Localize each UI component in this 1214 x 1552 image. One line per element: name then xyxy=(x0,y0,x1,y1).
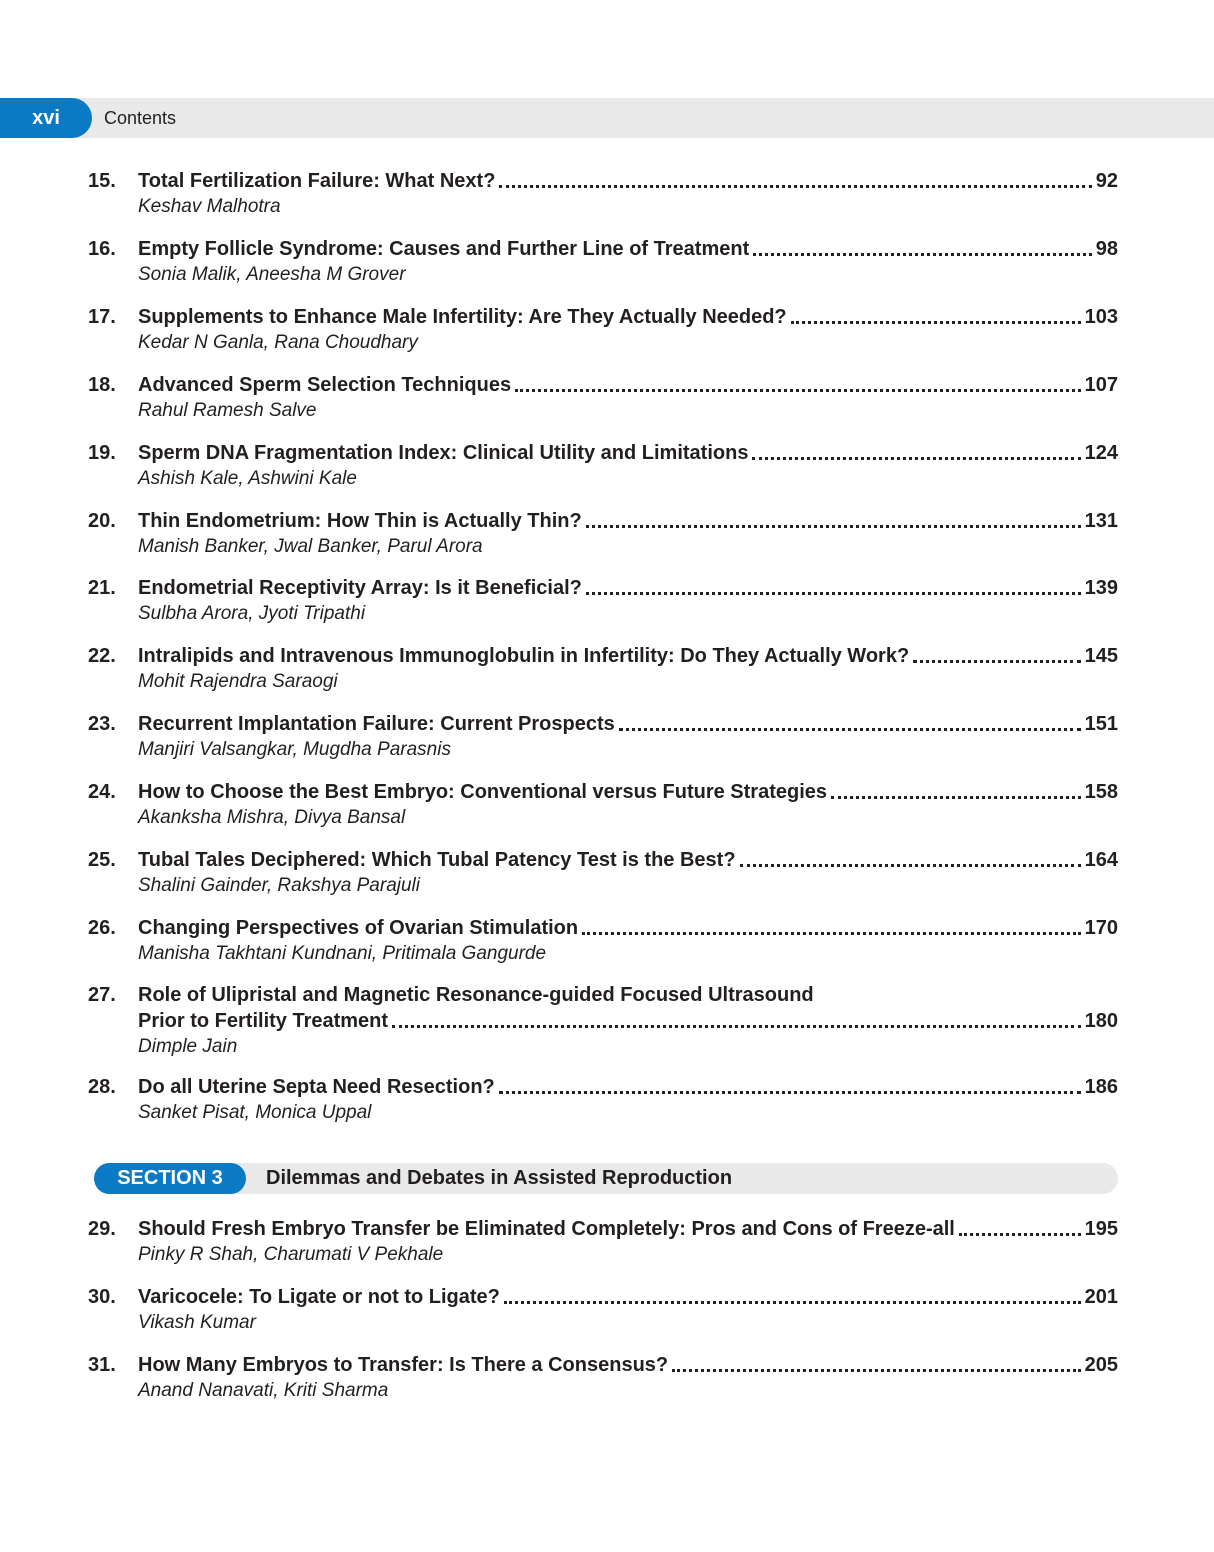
toc-entry[interactable] xyxy=(88,1284,1118,1336)
entry-title: Endometrial Receptivity Array: Is it Beneficial? xyxy=(138,577,582,600)
page-number: xvi xyxy=(0,98,92,138)
toc-entry[interactable] xyxy=(88,915,1118,967)
entry-page-number: 103 xyxy=(1084,305,1118,328)
entry-page-number: 170 xyxy=(1084,916,1118,939)
leader-dots xyxy=(752,455,1080,460)
entry-number: 28. xyxy=(88,1076,116,1098)
entry-title: Supplements to Enhance Male Infertility: Are They Actually Needed? xyxy=(138,305,787,328)
entry-number: 17. xyxy=(88,305,116,328)
entry-number: 26. xyxy=(88,916,116,939)
entry-title: Should Fresh Embryo Transfer be Eliminated Completely: Pros and Cons of Freeze-all xyxy=(138,1218,955,1240)
entry-authors: Mohit Rajendra Saraogi xyxy=(138,671,338,693)
entry-authors: Manish Banker, Jwal Banker, Parul Arora xyxy=(138,535,483,557)
entry-title: How Many Embryos to Transfer: Is There a Consensus? xyxy=(138,1353,669,1376)
entry-page-number: 186 xyxy=(1084,1076,1118,1098)
entry-authors: Shalini Gainder, Rakshya Parajuli xyxy=(138,875,420,896)
entry-number: 30. xyxy=(88,1285,116,1308)
entry-page-number: 205 xyxy=(1084,1353,1118,1376)
entry-page-number: 164 xyxy=(1084,849,1118,871)
entry-authors: Ashish Kale, Ashwini Kale xyxy=(138,467,357,489)
section-title: Dilemmas and Debates in Assisted Reproduction xyxy=(266,1167,733,1189)
leader-dots xyxy=(504,1299,1081,1304)
entry-number: 23. xyxy=(88,713,116,736)
entry-title: Thin Endometrium: How Thin is Actually Thin? xyxy=(138,509,582,532)
entry-number: 18. xyxy=(88,373,116,396)
toc-entry[interactable] xyxy=(88,779,1118,831)
toc-entry[interactable] xyxy=(88,440,1118,492)
entry-number: 25. xyxy=(88,849,116,871)
entry-page-number: 131 xyxy=(1084,509,1118,532)
entry-number: 29. xyxy=(88,1218,116,1240)
entry-title: Recurrent Implantation Failure: Current Prospects xyxy=(138,713,615,736)
entry-title: Varicocele: To Ligate or not to Ligate? xyxy=(138,1285,500,1308)
entry-authors: Sonia Malik, Aneesha M Grover xyxy=(138,263,406,285)
entry-page-number: 158 xyxy=(1084,781,1118,804)
toc-entry[interactable] xyxy=(88,711,1118,763)
entry-authors: Manjiri Valsangkar, Mugdha Parasnis xyxy=(138,739,451,761)
leader-dots xyxy=(499,1089,1081,1094)
entry-authors: Sanket Pisat, Monica Uppal xyxy=(138,1102,372,1123)
entry-title: Changing Perspectives of Ovarian Stimulation xyxy=(138,916,579,939)
entry-page-number: 98 xyxy=(1095,237,1118,260)
entry-page-number: 92 xyxy=(1095,170,1118,192)
entry-number: 21. xyxy=(88,577,116,600)
entry-authors: Manisha Takhtani Kundnani, Pritimala Gangurde xyxy=(138,942,547,964)
section-label: SECTION 3 xyxy=(94,1163,246,1194)
entry-title: Advanced Sperm Selection Techniques xyxy=(138,373,512,396)
header-bar xyxy=(0,98,1214,138)
leader-dots xyxy=(392,1023,1081,1028)
entry-number: 15. xyxy=(88,170,116,192)
entry-number: 22. xyxy=(88,645,116,668)
toc-entry-27[interactable] xyxy=(88,982,1118,1060)
entry-authors: Anand Nanavati, Kriti Sharma xyxy=(138,1379,389,1401)
leader-dots xyxy=(753,251,1092,256)
entry-number: 24. xyxy=(88,781,116,804)
leader-dots xyxy=(913,658,1080,663)
entry-title-line-1: Role of Ulipristal and Magnetic Resonance-guided Focused Ultrasound xyxy=(138,984,814,1006)
toc-entry[interactable] xyxy=(88,1352,1118,1404)
entry-title-line-2: Prior to Fertility Treatment xyxy=(138,1010,389,1032)
entry-title: How to Choose the Best Embryo: Conventional versus Future Strategies xyxy=(138,781,828,804)
entry-authors: Kedar N Ganla, Rana Choudhary xyxy=(138,331,418,353)
entry-page-number: 107 xyxy=(1084,373,1118,396)
entry-page-number: 145 xyxy=(1084,645,1118,668)
entry-page-number: 124 xyxy=(1084,441,1118,464)
entry-number: 27. xyxy=(88,984,116,1006)
toc-entry[interactable] xyxy=(88,575,1118,627)
toc-entry[interactable] xyxy=(88,643,1118,695)
entry-title: Sperm DNA Fragmentation Index: Clinical Utility and Limitations xyxy=(138,441,749,464)
leader-dots xyxy=(586,590,1081,595)
toc-entry[interactable] xyxy=(88,372,1118,424)
running-head: Contents xyxy=(104,108,177,128)
entry-page-number: 139 xyxy=(1084,577,1118,600)
entry-authors: Vikash Kumar xyxy=(138,1311,256,1333)
entry-title: Tubal Tales Deciphered: Which Tubal Patency Test is the Best? xyxy=(138,849,736,871)
toc-entry[interactable] xyxy=(88,168,1118,220)
entry-authors: Rahul Ramesh Salve xyxy=(138,399,317,421)
entry-number: 20. xyxy=(88,509,116,532)
leader-dots xyxy=(499,183,1091,188)
toc-entry[interactable] xyxy=(88,236,1118,288)
entry-title: Empty Follicle Syndrome: Causes and Further Line of Treatment xyxy=(138,237,750,260)
leader-dots xyxy=(791,319,1081,324)
toc-entry[interactable] xyxy=(88,847,1118,899)
toc-entry[interactable] xyxy=(88,304,1118,356)
leader-dots xyxy=(582,930,1081,935)
leader-dots xyxy=(586,523,1081,528)
entry-title: Do all Uterine Septa Need Resection? xyxy=(138,1076,495,1098)
entry-page-number: 195 xyxy=(1084,1218,1118,1240)
toc-entry[interactable] xyxy=(88,1216,1118,1268)
entry-page-number: 180 xyxy=(1084,1010,1118,1032)
entry-page-number: 151 xyxy=(1084,713,1118,736)
entry-authors: Pinky R Shah, Charumati V Pekhale xyxy=(138,1244,444,1265)
entry-authors: Keshav Malhotra xyxy=(138,196,281,217)
leader-dots xyxy=(619,726,1081,731)
entry-authors: Akanksha Mishra, Divya Bansal xyxy=(138,807,406,829)
toc-entry-28[interactable] xyxy=(88,1074,1118,1126)
leader-dots xyxy=(515,387,1081,392)
entry-number: 19. xyxy=(88,441,116,464)
entry-title: Total Fertilization Failure: What Next? xyxy=(138,170,496,192)
leader-dots xyxy=(831,794,1081,799)
entry-number: 16. xyxy=(88,237,116,260)
toc-entry[interactable] xyxy=(88,508,1118,560)
entry-title: Intralipids and Intravenous Immunoglobulin in Infertility: Do They Actually Work? xyxy=(138,645,910,668)
leader-dots xyxy=(740,862,1081,867)
leader-dots xyxy=(959,1231,1081,1236)
entry-authors: Dimple Jain xyxy=(138,1036,238,1057)
leader-dots xyxy=(672,1367,1080,1372)
entry-authors: Sulbha Arora, Jyoti Tripathi xyxy=(138,603,366,625)
entry-page-number: 201 xyxy=(1084,1285,1118,1308)
entry-number: 31. xyxy=(88,1353,116,1376)
